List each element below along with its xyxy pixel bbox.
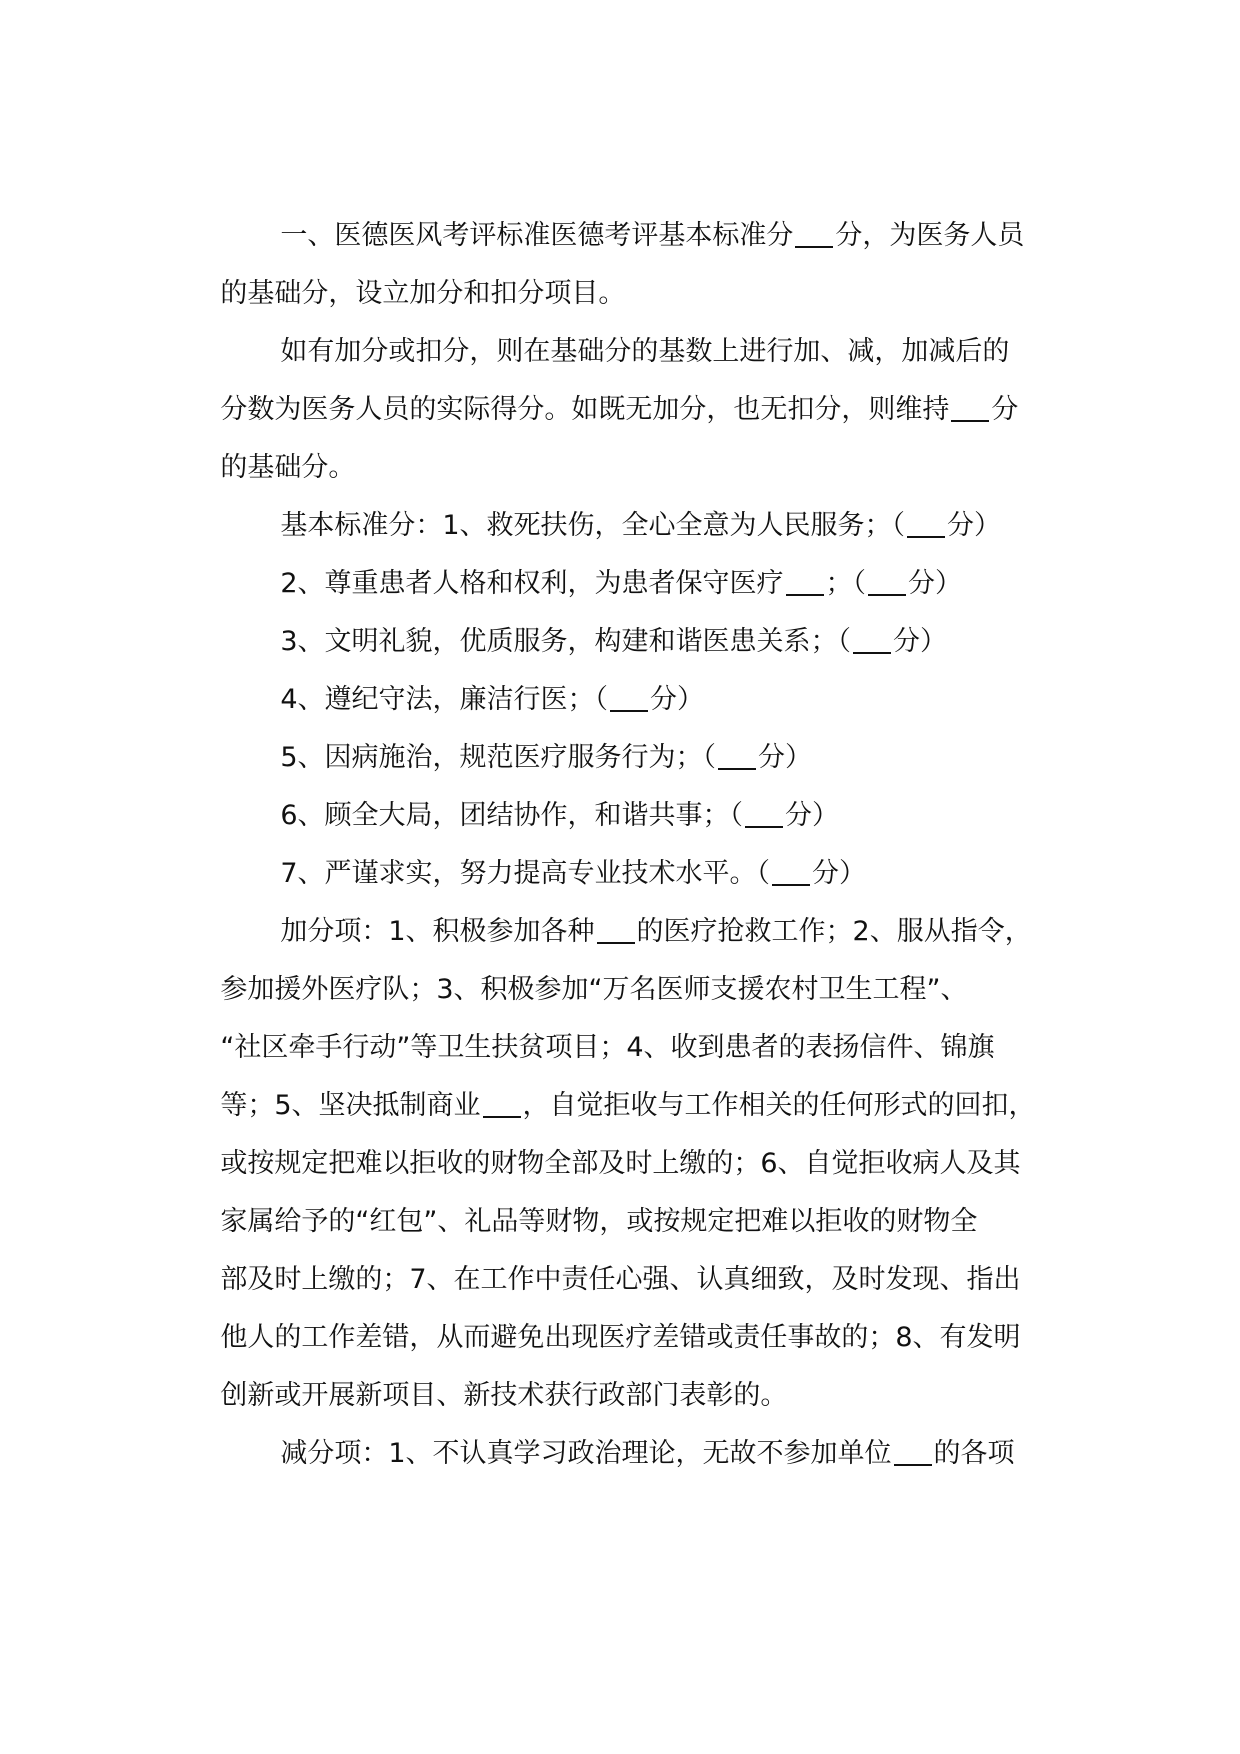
text-segment: 分） [650,684,705,715]
text-segment: 部及时上缴的；7、在工作中责任心强、认真细致，及时发现、指出 [220,1264,1021,1295]
text-line [186,1220,1090,1295]
text-line [246,814,1090,889]
text-segment: 他人的工作差错，从而避免出现医疗差错或责任事故的；8、有发明 [220,1322,1021,1353]
text-segment: 基本标准分：1、救死扶伤，全心全意为人民服务；（ [280,510,906,541]
text-segment: 5、因病施治，规范医疗服务行为；（ [280,742,717,773]
text-segment: 分） [785,800,840,831]
text-segment: 分） [908,568,963,599]
text-segment: 的基础分。 [220,452,356,483]
text-line [186,988,1090,1063]
text-line [186,408,1090,483]
text-segment: 家属给予的“红包”、礼品等财物，或按规定把难以拒收的财物全 [220,1206,978,1237]
text-segment: 2、尊重患者人格和权利，为患者保守医疗 [280,568,784,599]
text-line [246,756,1090,831]
text-segment: ；（ [825,568,867,599]
text-segment: 4、遵纪守法，廉洁行医；（ [280,684,609,715]
text-segment: 分） [893,626,948,657]
text-segment: 减分项：1、不认真学习政治理论，无故不参加单位 [280,1438,892,1469]
text-segment: 的基础分，设立加分和扣分项目。 [220,278,626,309]
text-segment: 分） [947,510,1002,541]
text-segment: 加分项：1、积极参加各种 [280,916,595,947]
text-line [246,466,1090,541]
text-line [246,582,1090,657]
text-segment: 等；5、坚决抵制商业 [220,1090,481,1121]
text-line [186,1278,1090,1353]
text-segment: 一、医德医风考评标准医德考评基本标准分 [280,220,794,251]
text-line [186,1162,1090,1237]
text-line [246,292,1090,367]
text-segment: 分，为医务人员 [835,220,1025,251]
text-segment: 3、文明礼貌，优质服务，构建和谐医患关系；（ [280,626,852,657]
text-segment: 分） [812,858,867,889]
text-segment: 分数为医务人员的实际得分。如既无加分，也无扣分，则维持 [220,394,950,425]
text-segment: 参加援外医疗队；3、积极参加“万名医师支援农村卫生工程”、 [220,974,968,1005]
text-segment: 分） [758,742,813,773]
text-line [186,350,1090,425]
text-segment: “社区牵手行动”等卫生扶贫项目；4、收到患者的表扬信件、锦旗 [220,1032,995,1063]
text-segment: 如有加分或扣分，则在基础分的基数上进行加、减，加减后的 [280,336,1010,367]
text-segment: 分 [991,394,1019,425]
text-line [186,1336,1090,1411]
text-line [246,1394,1090,1469]
text-line [246,872,1090,947]
text-line [246,640,1090,715]
text-line [246,524,1090,599]
text-segment: 创新或开展新项目、新技术获行政部门表彰的。 [220,1380,788,1411]
text-segment: ，自觉拒收与工作相关的任何形式的回扣， [522,1090,1036,1121]
text-line [186,1104,1090,1179]
text-segment: 的各项 [933,1438,1015,1469]
text-line [246,176,1090,251]
text-segment: 7、严谨求实，努力提高专业技术水平。（ [280,858,771,889]
text-line [186,1046,1090,1121]
text-line [186,234,1090,309]
text-segment: 或按规定把难以拒收的财物全部及时上缴的；6、自觉拒收病人及其 [220,1148,1021,1179]
text-segment: 6、顾全大局，团结协作，和谐共事；（ [280,800,744,831]
text-line [186,930,1090,1005]
text-segment: 的医疗抢救工作；2、服从指令， [636,916,1032,947]
fill-blank [894,1438,932,1466]
text-line [246,698,1090,773]
